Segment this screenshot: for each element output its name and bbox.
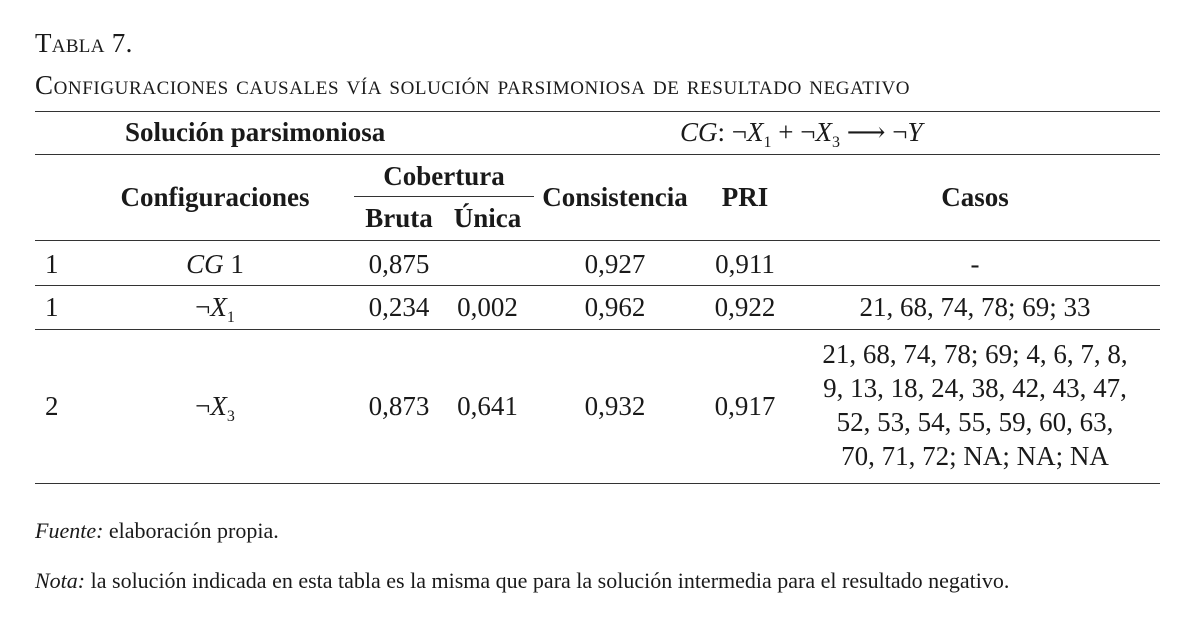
- row-config: CG 1: [186, 249, 244, 279]
- header-configuraciones: Configuraciones: [120, 182, 310, 212]
- row-casos: [800, 337, 1150, 473]
- row-unica: 0,002: [457, 292, 518, 322]
- rule-after-header: [35, 240, 1160, 241]
- rule-row-1: [35, 285, 1160, 286]
- row-number: 2: [45, 391, 59, 421]
- row-config: $\neg X_3$: [195, 391, 235, 425]
- source-note: [35, 518, 279, 544]
- row-pri: 0,911: [715, 249, 775, 279]
- table-note: [35, 568, 1009, 594]
- rule-top: [35, 111, 1160, 112]
- row-bruta: 0,234: [368, 292, 430, 322]
- header-unica: Única: [453, 203, 522, 233]
- header-consistencia: Consistencia: [542, 182, 688, 212]
- header-bruta: Bruta: [365, 203, 433, 233]
- rule-after-solution: [35, 154, 1160, 155]
- casos-line: 52, 53, 54, 55, 59, 60, 63,: [836, 407, 1114, 437]
- source-text: elaboración propia.: [103, 518, 279, 543]
- row-number: 1: [45, 292, 59, 322]
- casos-line: 21, 68, 74, 78; 69; 4, 6, 7, 8,: [822, 339, 1128, 369]
- row-unica: 0,641: [457, 391, 518, 421]
- row-number: 1: [45, 249, 59, 279]
- solution-label: Solución parsimoniosa: [125, 117, 386, 147]
- row-pri: 0,917: [714, 391, 776, 421]
- header-pri: PRI: [721, 182, 769, 212]
- note-text: la solución indicada en esta tabla es la misma que para la solución intermedia para el resultado negativo.: [85, 568, 1010, 593]
- row-bruta: 0,875: [368, 249, 430, 279]
- rule-bottom: [35, 483, 1160, 484]
- row-casos: 21, 68, 74, 78; 69; 33: [859, 292, 1091, 322]
- casos-line: 70, 71, 72; NA; NA; NA: [841, 441, 1109, 471]
- table-caption-title: Configuraciones causales vía solución parsimoniosa de resultado negativo: [35, 70, 911, 100]
- row-consistencia: 0,932: [584, 391, 646, 421]
- header-casos: Casos: [941, 182, 1009, 212]
- casos-line: 9, 13, 18, 24, 38, 42, 43, 47,: [823, 373, 1127, 403]
- row-casos: -: [970, 249, 980, 279]
- row-consistencia: 0,927: [584, 249, 646, 279]
- rule-row-2: [35, 329, 1160, 330]
- row-pri: 0,922: [714, 292, 776, 322]
- row-config: $\neg X_1$: [195, 292, 235, 326]
- cobertura-underline: [354, 196, 534, 197]
- row-bruta: 0,873: [368, 391, 430, 421]
- header-cobertura: Cobertura: [383, 161, 505, 191]
- solution-formula: CG: $\neg X_1$ + $\neg X_3$ ⟶ ¬Y: [680, 117, 923, 151]
- source-label: Fuente:: [35, 518, 104, 543]
- row-consistencia: 0,962: [584, 292, 646, 322]
- table-caption-number: Tabla 7.: [35, 28, 133, 58]
- note-label: Nota:: [35, 568, 86, 593]
